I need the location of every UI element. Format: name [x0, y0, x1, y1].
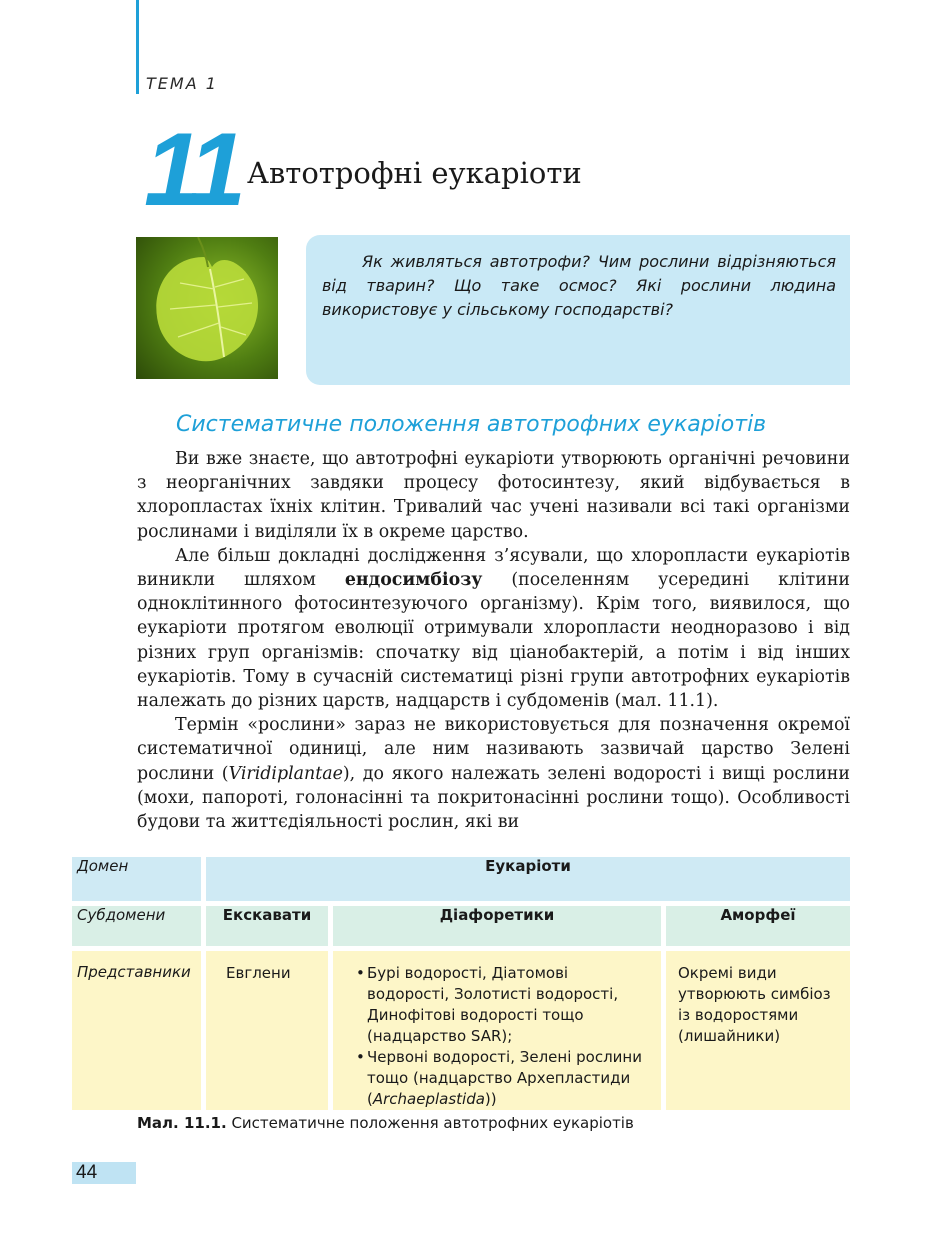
subdomain-diaphoretickes: Діафоретики: [328, 906, 661, 951]
chapter-number: 11: [144, 112, 240, 228]
diaphoretickes-list: [355, 963, 653, 1110]
side-accent-bar: [136, 0, 139, 94]
table-row-subdomains: [72, 906, 850, 951]
list-item: [367, 1047, 653, 1110]
paragraph-2-part: (поселенням усередині клітини одноклітинного фотосинтезуючого організму). Крім того, виявилося, що еукаріоти протягом еволюції отримували хлоропласти неодноразово і від різних груп організмів: спочатку від ціанобактерій, а потім і від інших еукаріотів. Тому в сучасній систематиці різні групи автотрофних еукаріотів належать до різних царств, надцарств і субдоменів (мал. 11.1).: [137, 570, 850, 712]
subdomain-label: Субдомени: [72, 906, 201, 951]
table-row-domain: [72, 857, 850, 906]
figure-caption: [137, 1114, 634, 1132]
term-viridiplantae: Viridiplantae: [228, 763, 343, 784]
chapter-title: Автотрофні еукаріоти: [247, 156, 582, 190]
paragraph-2-part: Але більш докладні дослідження з’ясували, що хлоропласти еукаріотів виникли шляхом: [137, 545, 850, 591]
leaf-illustration: [136, 237, 278, 379]
term-archaeplastida: Archaeplastida: [372, 1090, 485, 1108]
body-text: [137, 447, 850, 834]
caption-label: Мал. 11.1.: [137, 1114, 227, 1132]
list-item: • Бурі водорості, Діатомові водорості, Золотисті водорості, Динофітові водорості тощо (надцарство SAR);: [367, 963, 653, 1047]
section-heading: Систематичне положення автотрофних еукаріотів: [176, 412, 767, 437]
term-endosymbiosis: ендосимбіозу: [344, 570, 483, 591]
caption-text: Систематичне положення автотрофних еукаріотів: [226, 1114, 634, 1132]
paragraph-2: [137, 544, 850, 713]
leaf-photo: [136, 237, 278, 379]
subdomain-amorphea: Аморфеї: [661, 906, 850, 951]
paragraph-1: Ви вже знаєте, що автотрофні еукаріоти утворюють органічні речовини з неорганічних завдяки процесу фотосинтезу, який відбувається в хлоропластах їхніх клітин. Тривалий час учені називали всі такі організми рослинами і виділяли їх в окреме царство.: [137, 449, 850, 542]
paragraph-3-part: Термін «рослини» зараз не використовується для позначення окремої систематичної одиниці, але ним називають зазвичай царство Зелені рослини (: [137, 715, 850, 784]
excavata-representatives: Евглени: [201, 951, 328, 1110]
subdomain-excavata: Екскавати: [201, 906, 328, 951]
theme-label: ТЕМА 1: [146, 74, 218, 93]
paragraph-3-part: ), до якого належать зелені водорості і вищі рослини (мохи, папороті, голонасінні та покритонасінні рослини тощо). Особливості будови та життєдіяльності рослин, які ви: [137, 763, 850, 833]
table-row-representatives: [72, 951, 850, 1110]
taxonomy-table: [72, 857, 850, 1110]
paragraph-3: [137, 713, 850, 834]
page-number: 44: [72, 1162, 136, 1184]
intro-questions: Як живляться автотрофи? Чим рослини відрізняються від тварин? Що таке осмос? Які рослини людина використовує у сільському господарстві?: [322, 252, 836, 319]
list-item-part: )): [484, 1090, 497, 1108]
list-item-part: Червоні водорості, Зелені рослини тощо (надцарство Архепластиди (: [367, 1048, 642, 1108]
domain-value: Еукаріоти: [201, 857, 850, 906]
representatives-label: Представники: [72, 951, 201, 1110]
domain-label: Домен: [72, 857, 201, 906]
diaphoretickes-representatives: [328, 951, 661, 1110]
amorphea-representatives: Окремі види утворюють симбіоз із водоростями (лишайники): [661, 951, 850, 1110]
